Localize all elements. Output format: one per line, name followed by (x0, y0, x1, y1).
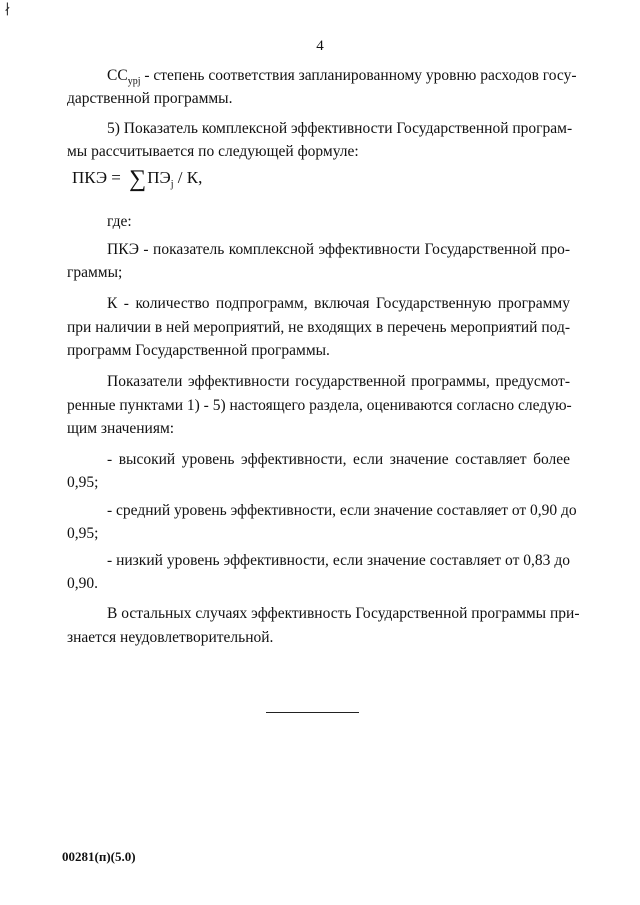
paragraph-line: 5) Показатель комплексной эффективности Государственной програм- (107, 120, 573, 137)
list-item-line: 0,90. (67, 575, 98, 592)
list-item-line: 0,95; (67, 474, 99, 491)
page-number: 4 (316, 38, 324, 54)
paragraph-line: где: (107, 213, 132, 230)
paragraph-line: дарственной программы. (67, 90, 233, 107)
paragraph-line: ренные пунктами 1) - 5) настоящего раздела, оцениваются согласно следую- (67, 397, 572, 414)
paragraph-line: Показатели эффективности государственной программы, предусмот- (107, 373, 570, 390)
sum-symbol: ∑ (129, 166, 147, 192)
list-item-line: - средний уровень эффективности, если значение составляет от 0,90 до (107, 502, 577, 519)
formula-subscript: j (170, 179, 174, 190)
formula-term: ПЭ (147, 168, 171, 187)
paragraph-line: граммы; (67, 264, 123, 281)
paragraph-line: В остальных случаях эффективность Государственной программы при- (107, 605, 580, 622)
paragraph-line: ПКЭ - показатель комплексной эффективности Государственной про- (107, 241, 570, 258)
formula-rest: / К, (173, 168, 203, 187)
paragraph-line: мы рассчитывается по следующей формуле: (67, 143, 359, 160)
variable-subscript: урj (127, 76, 141, 87)
document-code: 00281(п)(5.0) (62, 849, 136, 864)
paragraph-line: при наличии в ней мероприятий, не входящих в перечень мероприятий под- (67, 319, 570, 336)
paragraph-line: щим значениям: (67, 420, 175, 437)
divider (266, 712, 359, 713)
paragraph-line: программ Государственной программы. (67, 342, 330, 359)
variable-definition: - степень соответствия запланированному уровню расходов госу- (140, 67, 577, 84)
list-item-line: - низкий уровень эффективности, если значение составляет от 0,83 до (107, 552, 570, 569)
list-item-line: 0,95; (67, 525, 99, 542)
paragraph-line: К - количество подпрограмм, включая Государственную программу (107, 295, 570, 312)
variable-name: СС (107, 67, 128, 84)
list-item-line: - высокий уровень эффективности, если значение составляет более (107, 451, 570, 468)
formula-lhs: ПКЭ = (72, 168, 126, 187)
formula (72, 167, 202, 196)
paragraph-line: знается неудовлетворительной. (67, 629, 274, 646)
corner-mark: ∤ (4, 3, 11, 18)
